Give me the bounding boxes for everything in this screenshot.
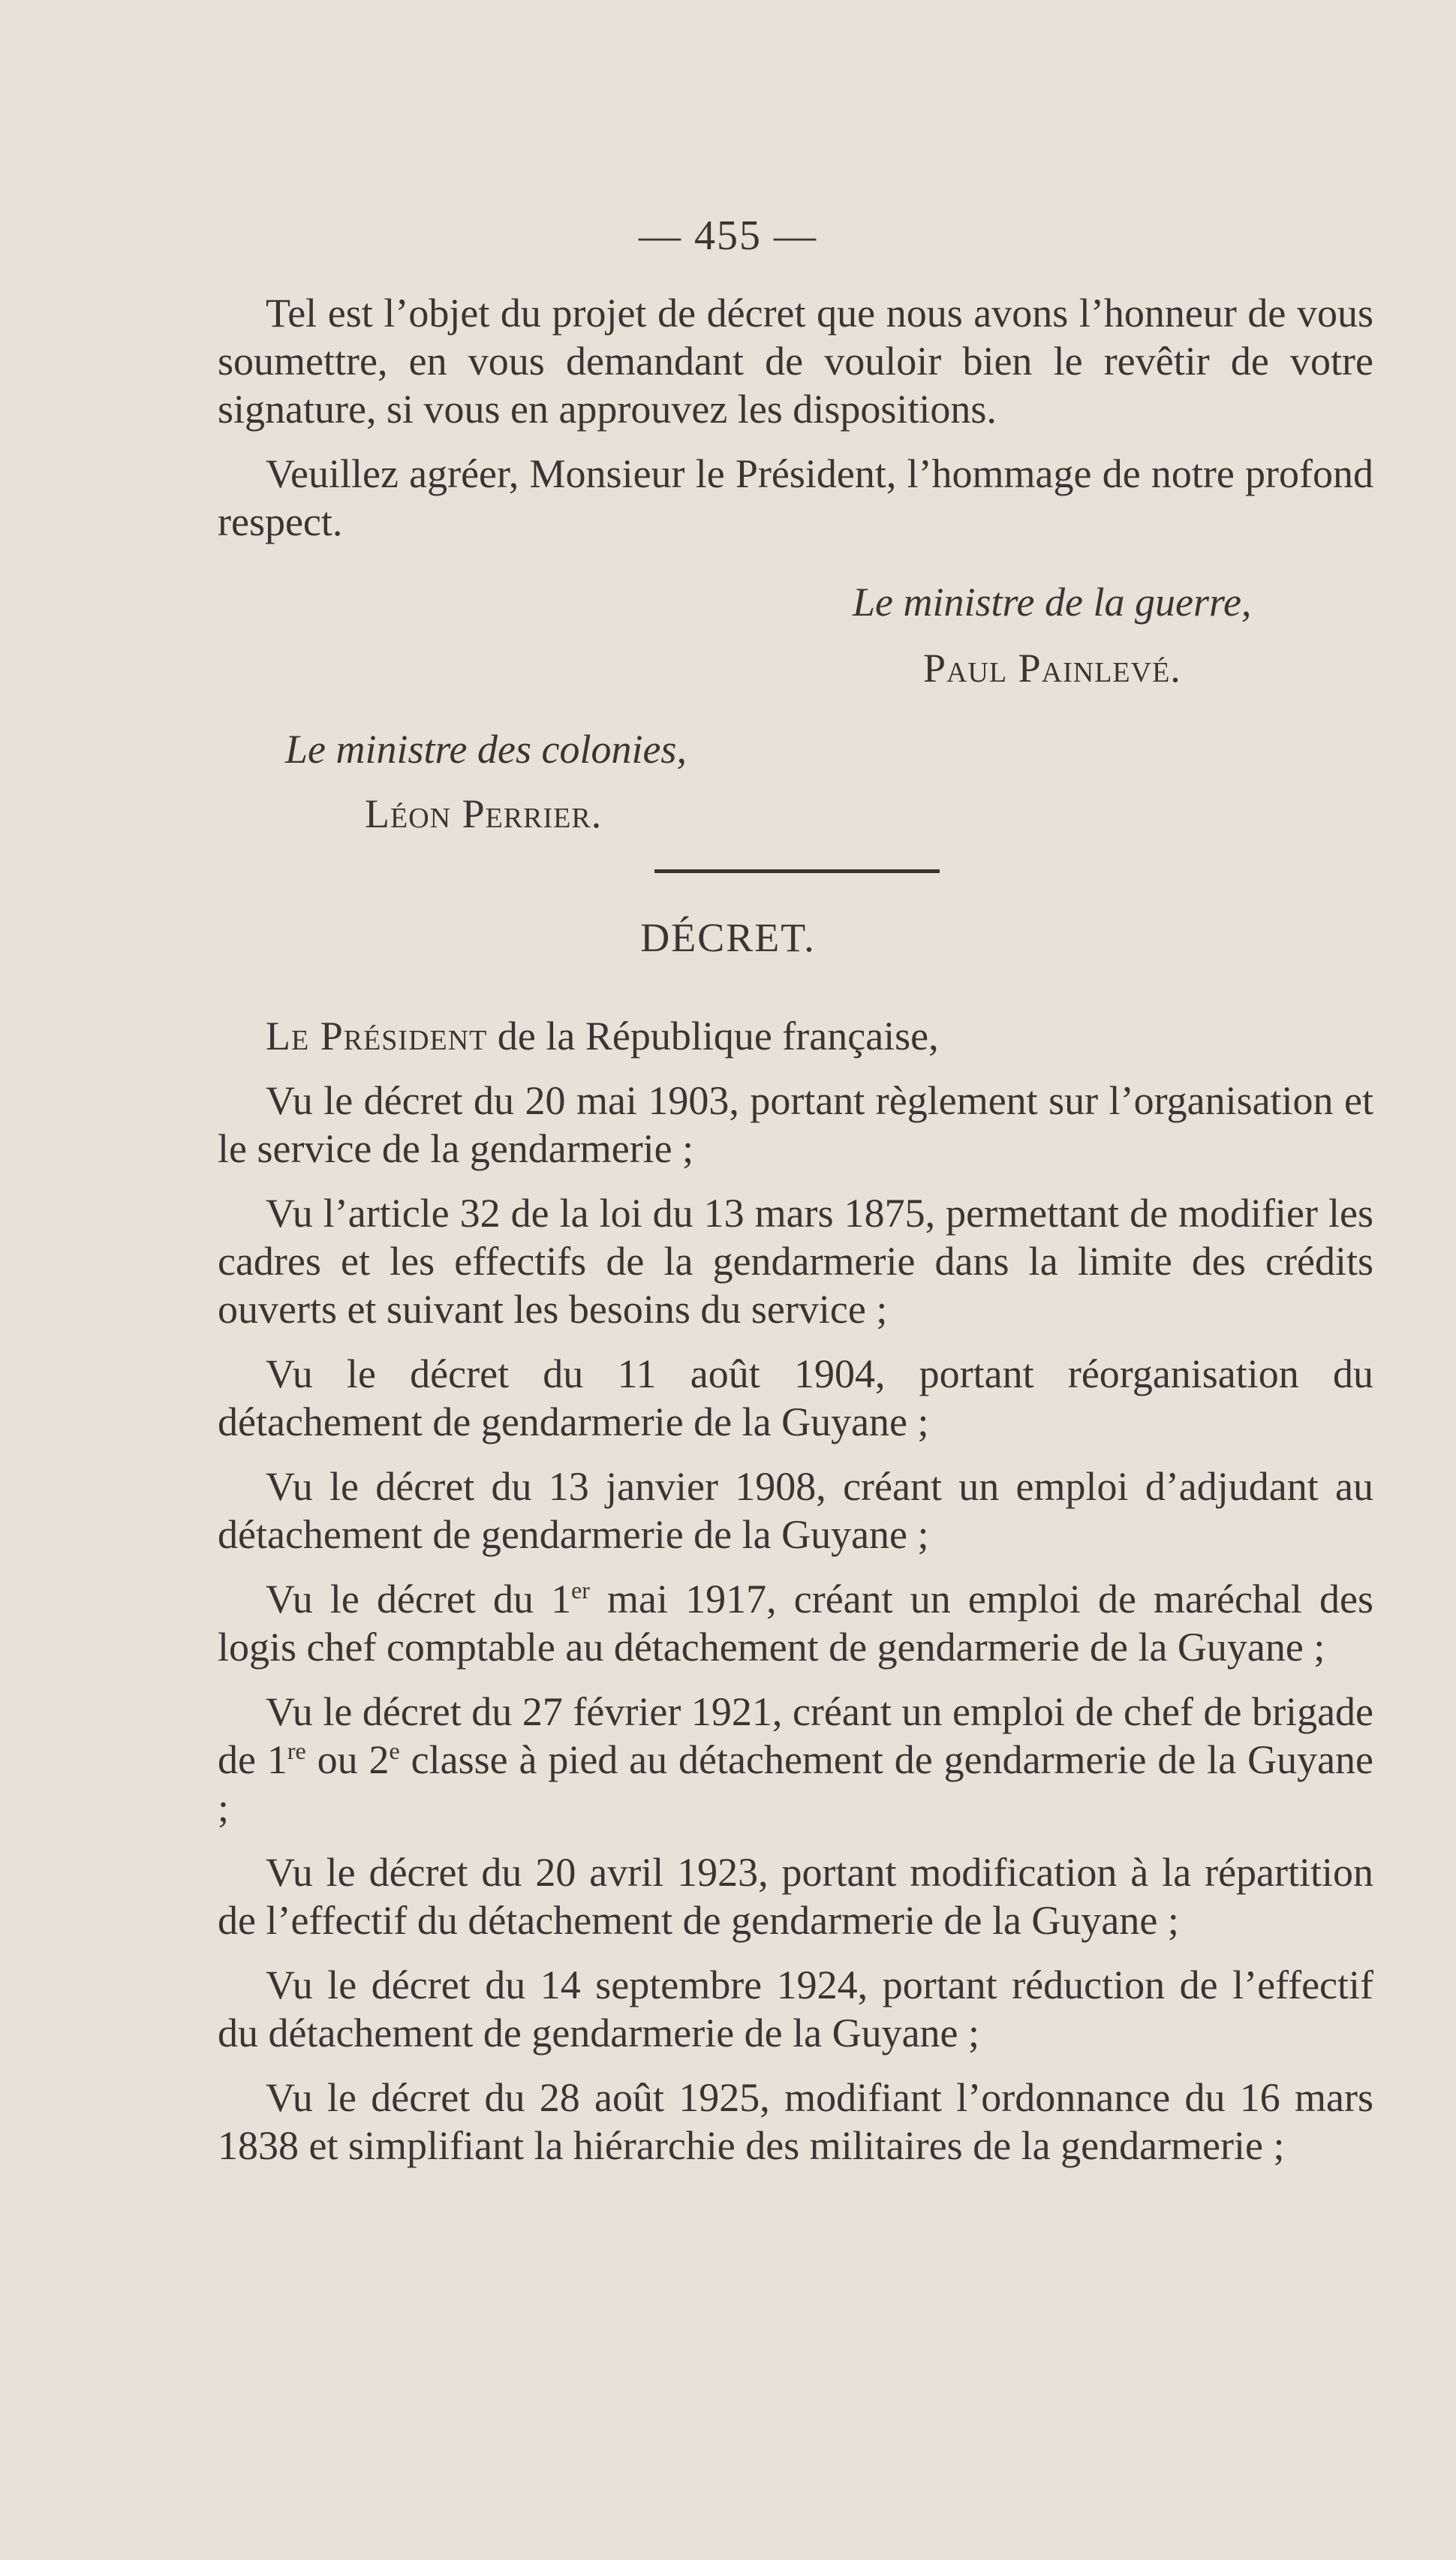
decree-opening bbox=[218, 1012, 1373, 1060]
consideration-1: Vu le décret du 20 mai 1903, portant règlement sur l’organisation et le service de la gendarmerie ; bbox=[218, 1078, 1373, 1171]
c5-part-a: Vu le décret du 1 bbox=[266, 1577, 572, 1622]
intro-paragraph-2: Veuillez agréer, Monsieur le Président, l’hommage de notre profond respect. bbox=[218, 451, 1373, 544]
consideration-2: Vu l’article 32 de la loi du 13 mars 1875, permettant de modifier les cadres et les effectifs de la gendarmerie dans la limite des crédits ouverts et suivant les besoins du service ; bbox=[218, 1191, 1373, 1332]
decree-body bbox=[218, 1012, 1373, 2170]
divider-rule bbox=[654, 869, 940, 873]
consideration-9: Vu le décret du 28 août 1925, modifiant l’ordonnance du 16 mars 1838 et simplifiant la hiérarchie des militaires de la gendarmerie ; bbox=[218, 2075, 1373, 2168]
c6-superscript-1: re bbox=[287, 1737, 306, 1764]
president-small-caps: Le Président bbox=[266, 1013, 488, 1059]
colonies-minister-name: Léon Perrier. bbox=[365, 791, 603, 836]
war-minister-title: Le ministre de la guerre, bbox=[853, 580, 1252, 625]
colonies-minister-title: Le ministre des colonies, bbox=[285, 727, 687, 772]
war-minister-name: Paul Painlevé. bbox=[923, 646, 1181, 691]
c6-superscript-2: e bbox=[389, 1737, 400, 1764]
consideration-7: Vu le décret du 20 avril 1923, portant modification à la répartition de l’effectif du détachement de gendarmerie de la Guyane ; bbox=[218, 1850, 1373, 1943]
consideration-3: Vu le décret du 11 août 1904, portant réorganisation du détachement de gendarmerie de la Guyane ; bbox=[218, 1351, 1373, 1444]
c6-part-a: Vu le décret du 27 février 1921, créant un emploi de chef de brigade de 1 bbox=[218, 1689, 1373, 1782]
decree-heading: DÉCRET. bbox=[640, 915, 816, 960]
consideration-8: Vu le décret du 14 septembre 1924, portant réduction de l’effectif du détachement de gendarmerie de la Guyane ; bbox=[218, 1962, 1373, 2056]
opening-rest: de la République française, bbox=[487, 1013, 939, 1059]
c5-superscript: er bbox=[571, 1577, 590, 1604]
consideration-6 bbox=[218, 1688, 1373, 1832]
consideration-4: Vu le décret du 13 janvier 1908, créant un emploi d’adjudant au détachement de gendarmerie de la Guyane ; bbox=[218, 1464, 1373, 1557]
c6-part-b: ou 2 bbox=[305, 1737, 390, 1782]
c5-part-b: mai 1917, créant un emploi de maréchal des logis chef comptable au détachement de gendarmerie de la Guyane ; bbox=[218, 1577, 1373, 1670]
page-number: — 455 — bbox=[639, 212, 817, 259]
intro-paragraph-1: Tel est l’objet du projet de décret que nous avons l’honneur de vous soumettre, en vous demandant de vouloir bien le revêtir de votre signature, si vous en approuvez les dispositions. bbox=[218, 291, 1373, 432]
consideration-5 bbox=[218, 1575, 1373, 1671]
c6-part-c: classe à pied au détachement de gendarmerie de la Guyane ; bbox=[218, 1737, 1374, 1830]
intro-text bbox=[218, 289, 1373, 546]
